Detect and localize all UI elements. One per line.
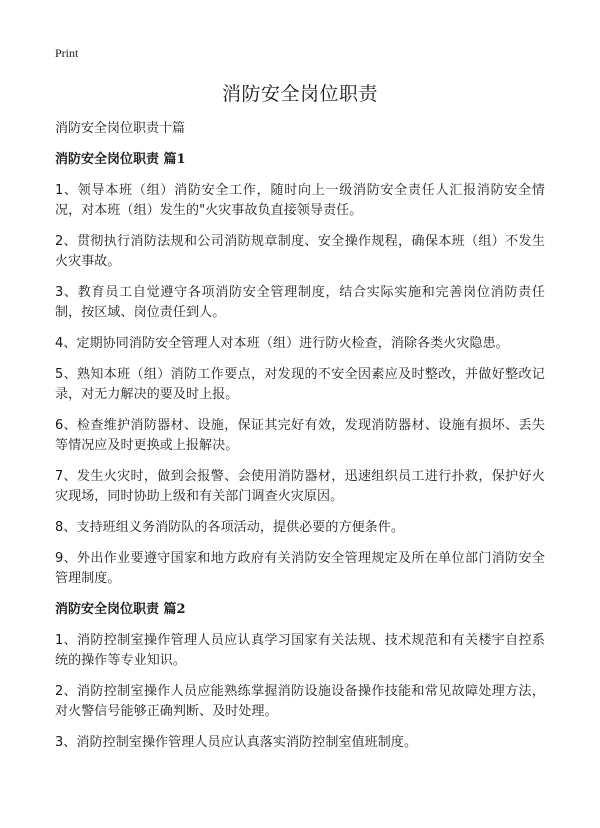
- section-paragraph: 4、定期协同消防安全管理人对本班（组）进行防火检查，消除各类火灾隐患。: [55, 336, 509, 351]
- section-paragraph: 1、消防控制室操作管理人员应认真学习国家有关法规、技术规范和有关楼宇自控系统的操作等专业知识。: [55, 633, 545, 668]
- section-paragraph: 2、消防控制室操作人员应能熟练掌握消防设施设备操作技能和常见故障处理方法，对火警信号能够正确判断、及时处理。: [55, 684, 545, 719]
- section-paragraph: 9、外出作业要遵守国家和地方政府有关消防安全管理规定及所在单位部门消防安全管理制度。: [55, 551, 545, 586]
- section-paragraph: 2、贯彻执行消防法规和公司消防规章制度、安全操作规程，确保本班（组）不发生火灾事故。: [55, 234, 545, 269]
- section-1: [55, 149, 545, 589]
- section-paragraph: 3、教育员工自觉遵守各项消防安全管理制度，结合实际实施和完善岗位消防责任制，按区域、岗位责任到人。: [55, 285, 545, 320]
- section-2: [55, 599, 545, 753]
- print-label[interactable]: Print: [55, 46, 79, 60]
- section-paragraph: 6、检查维护消防器材、设施，保证其完好有效，发现消防器材、设施有损坏、丢失等情况应及时更换或上报解决。: [55, 418, 545, 453]
- section-paragraph: 3、消防控制室操作管理人员应认真落实消防控制室值班制度。: [55, 735, 418, 750]
- section-heading: 消防安全岗位职责 篇1: [55, 152, 186, 167]
- document-subtitle: 消防安全岗位职责十篇: [55, 121, 186, 136]
- section-paragraph: 7、发生火灾时，做到会报警、会使用消防器材，迅速组织员工进行扑救，保护好火灾现场，同时协助上级和有关部门调查火灾原因。: [55, 469, 545, 504]
- section-heading: 消防安全岗位职责 篇2: [55, 602, 186, 617]
- document-title: 消防安全岗位职责: [221, 83, 378, 105]
- section-paragraph: 5、熟知本班（组）消防工作要点，对发现的不安全因素应及时整改，并做好整改记录，对无力解决的要及时上报。: [55, 367, 545, 402]
- section-paragraph: 8、支持班组义务消防队的各项活动，提供必要的方便条件。: [55, 520, 404, 535]
- section-paragraph: 1、领导本班（组）消防安全工作，随时向上一级消防安全责任人汇报消防安全情况，对本班（组）发生的"火灾事故负直接领导责任。: [55, 183, 545, 218]
